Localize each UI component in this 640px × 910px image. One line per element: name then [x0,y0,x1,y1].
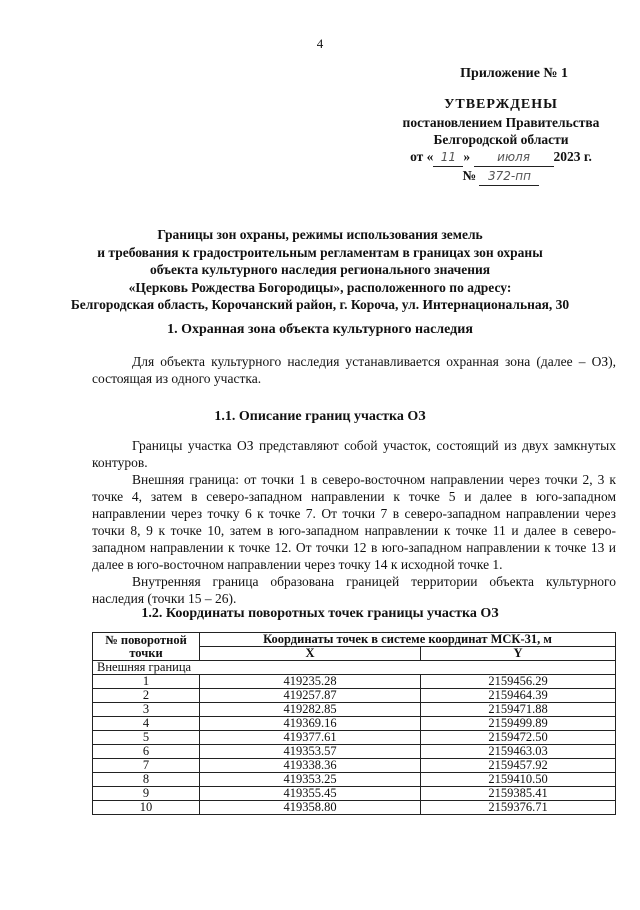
cell-x: 419257.87 [200,689,421,703]
header-y: Y [421,647,616,661]
approval-date [386,148,616,167]
number-prefix: № [462,168,477,183]
cell-point-number: 4 [93,717,200,731]
cell-x: 419358.80 [200,801,421,815]
cell-y: 2159376.71 [421,801,616,815]
section-1-heading: 1. Охранная зона объекта культурного наследия [167,322,473,337]
table-row [93,759,616,773]
table-row [93,689,616,703]
document-title [0,226,640,314]
coordinates-table [92,632,616,815]
date-suffix: 2023 г. [553,149,592,164]
appendix-label: Приложение № 1 [460,66,568,81]
cell-y: 2159410.50 [421,773,616,787]
cell-x: 419353.57 [200,745,421,759]
cell-point-number: 8 [93,773,200,787]
title-line-1: Границы зон охраны, режимы использования земель [157,227,483,242]
group-label: Внешняя граница [93,661,616,675]
section-1-paragraph: Для объекта культурного наследия устанавливается охранная зона (далее – ОЗ), состоящая из одного участка. [92,354,616,386]
cell-x: 419369.16 [200,717,421,731]
table-row [93,801,616,815]
approval-block [386,96,616,186]
cell-x: 419235.28 [200,675,421,689]
section-1-text [92,353,616,387]
date-day-handwritten: 11 [433,149,463,167]
number-handwritten: 372-пп [479,168,539,186]
date-month-handwritten: июля [474,149,554,167]
table-row [93,745,616,759]
cell-x: 419282.85 [200,703,421,717]
table-row [93,717,616,731]
approval-line-2: Белгородской области [433,132,569,147]
cell-y: 2159472.50 [421,731,616,745]
cell-point-number: 5 [93,731,200,745]
cell-point-number: 1 [93,675,200,689]
approval-line-1: постановлением Правительства [402,115,600,130]
section-1-1-text [92,437,616,607]
approved-heading: УТВЕРЖДЕНЫ [444,97,558,112]
page-number: 4 [316,36,324,51]
title-line-3: объекта культурного наследия регионального значения [149,262,491,277]
cell-x: 419355.45 [200,787,421,801]
cell-x: 419377.61 [200,731,421,745]
date-prefix: от « [410,149,434,164]
cell-point-number: 10 [93,801,200,815]
date-mid: » [463,149,471,164]
cell-point-number: 7 [93,759,200,773]
group-row-outer-boundary [93,661,616,675]
section-1-1-heading: 1.1. Описание границ участка ОЗ [214,409,426,424]
cell-y: 2159457.92 [421,759,616,773]
header-coordinates: Координаты точек в системе координат МСК-31, м [200,633,616,647]
title-line-2: и требования к градостроительным регламентам в границах зон охраны [97,244,543,260]
cell-y: 2159456.29 [421,675,616,689]
title-line-5: Белгородская область, Корочанский район, г. Короча, ул. Интернациональная, 30 [70,297,570,312]
section-1-1-paragraph-1: Границы участка ОЗ представляют собой участок, состоящий из двух замкнутых контуров. [92,438,616,470]
table-row [93,675,616,689]
cell-y: 2159385.41 [421,787,616,801]
cell-y: 2159499.89 [421,717,616,731]
table-row [93,773,616,787]
table-row [93,787,616,801]
cell-point-number: 9 [93,787,200,801]
cell-point-number: 6 [93,745,200,759]
header-x: X [200,647,421,661]
cell-y: 2159463.03 [421,745,616,759]
table-row [93,731,616,745]
header-point-number: № поворотной точки [93,633,200,661]
section-1-1-paragraph-2: Внешняя граница: от точки 1 в северо-восточном направлении через точки 2, 3 к точке 4, затем в северо-западном направлении к точке 5 и далее в юго-западном направлении через точку 6 к точке 7. От точки 7 в северо-западном направлении через точки 8, 9 к точке 10, затем в юго-западном направлении к точке 11 и далее в северо-западном направлении к точке 12. От точки 12 в юго-западном направлении к точке 13 и далее в юго-восточном направлении через точку 14 к исходной точке 1. [92,472,616,572]
section-1-1-paragraph-3: Внутренняя граница образована границей территории объекта культурного наследия (точки 15 – 26). [92,574,616,606]
title-line-4: «Церковь Рождества Богородицы», расположенного по адресу: [128,279,512,295]
cell-point-number: 2 [93,689,200,703]
cell-x: 419338.36 [200,759,421,773]
cell-point-number: 3 [93,703,200,717]
approval-number [386,167,616,186]
cell-y: 2159471.88 [421,703,616,717]
cell-x: 419353.25 [200,773,421,787]
section-1-2-heading: 1.2. Координаты поворотных точек границы участка ОЗ [141,606,499,621]
cell-y: 2159464.39 [421,689,616,703]
table-row [93,703,616,717]
table-header-row [93,633,616,647]
